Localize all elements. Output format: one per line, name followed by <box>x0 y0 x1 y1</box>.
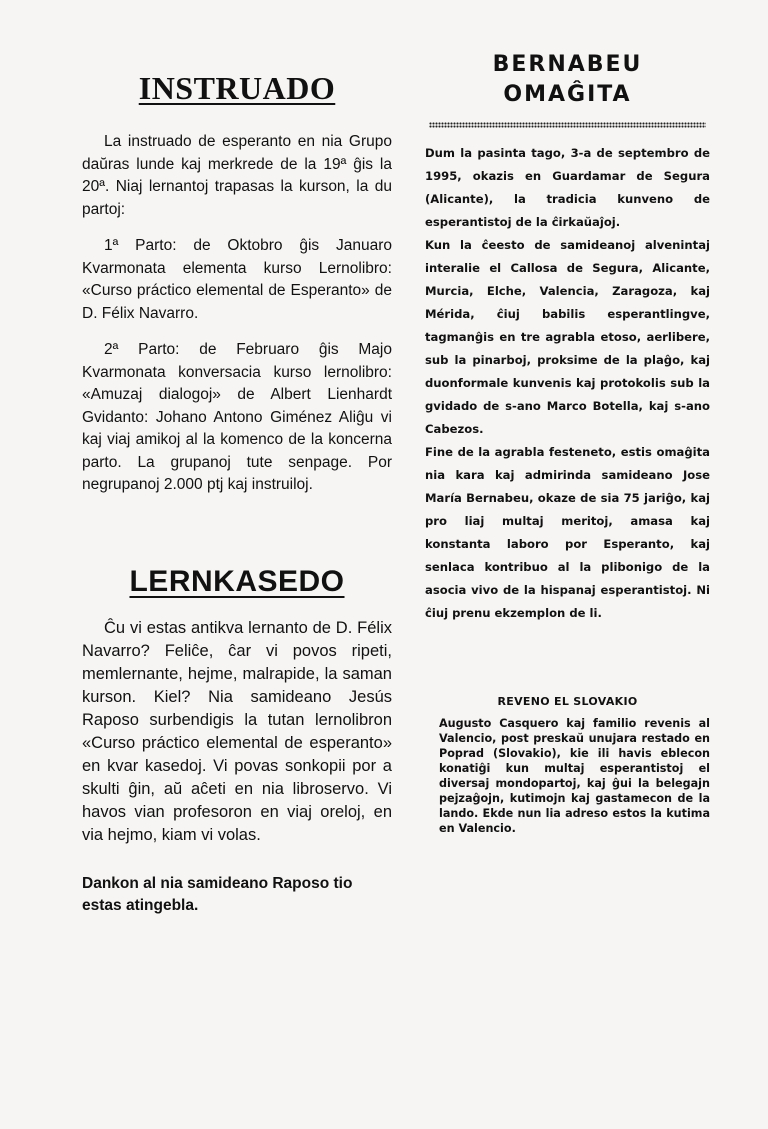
right-column <box>425 50 710 836</box>
left-column <box>82 58 392 932</box>
lernkasedo-paragraph: Ĉu vi estas antikva lernanto de D. Félix Navarro? Feliĉe, ĉar vi povos ripeti, memlernante, hejme, malrapide, la saman kurson. Kiel? Nia samideano Jesús Raposo surbendigis la tutan lernolibron «Curso práctico elemental de esperanto» en kvar kasedoj. Vi povas sonkopii por a skulti ĝin, aŭ aĉeti en nia libroservo. Vi havos vian profesoron en viaj oreloj, en via hejmo, kiam vi volas. <box>82 618 392 844</box>
instruado-paragraph-3: 2ª Parto: de Februaro ĝis Majo Kvarmonata konversacia kurso lernolibro: «Amuzaj dialogoj» de Albert Lienhardt Gvidanto: Johano Antono Giménez Aliĝu vi kaj viaj amikoj al la komenco de la koncerna parto. La grupanoj tute senpage. Por negrupanoj 2.000 ptj kaj instruiloj. <box>82 341 392 493</box>
bernabeu-title-line2: OMAĜITA <box>503 82 632 107</box>
slovakio-paragraph: Augusto Casquero kaj familio revenis al Valencio, post preskaŭ unujara restado en Poprad (Slovakio), kie ili havis eblecon konatiĝi kun multaj esperantistoj el diversaj mondopartoj, kaj ĝui la belegajn pejzaĝojn, kutimojn kaj gastamecon de la lando. Ekde nun lia adreso estos la kutima en Valencio. <box>439 717 710 835</box>
instruado-paragraph-2: 1ª Parto: de Oktobro ĝis Januaro Kvarmonata elementa kurso Lernolibro: «Curso práctico elemental de Esperanto» de D. Félix Navarro. <box>82 237 392 322</box>
bernabeu-paragraph-3: Fine de la agrabla festeneto, estis omaĝita nia kara kaj admirinda samideano Jose María Bernabeu, okaze de sia 75 jariĝo, kaj pro liaj multaj meritoj, amasa kaj konstanta laboro por Esperanto, kaj senlaca kontribuo al la plibonigo de la asocia vivo de la hispanaj esperantistoj. Ni ĉiuj prenu ekzemplon de li. <box>425 445 710 620</box>
instruado-paragraph-1: La instruado de esperanto en nia Grupo daŭras lunde kaj merkrede de la 19ª ĝis la 20ª. Niaj lernantoj trapasas la kurson, la du partoj: <box>82 133 392 218</box>
bernabeu-paragraph-1: Dum la pasinta tago, 3-a de septembro de 1995, okazis en Guardamar de Segura (Alicante), la tradicia kunveno de esperantistoj de la ĉirkaŭaĵoj. <box>425 146 710 229</box>
slovakio-title: REVENO EL SLOVAKIO <box>497 695 638 708</box>
instruado-title: INSTRUADO <box>138 70 336 106</box>
lernkasedo-thanks: Dankon al nia samideano Raposo tio estas atingebla. <box>82 874 353 914</box>
bernabeu-paragraph-2: Kun la ĉeesto de samideanoj alvenintaj interalie el Callosa de Segura, Alicante, Murcia, Elche, Valencia, Zaragoza, kaj Mérida, ĉiuj babilis esperantlingve, tagmanĝis en tre agrabla etoso, aerlibere, sub la pinarboj, proksime de la plaĝo, kaj duonformale kunvenis kaj protokolis sub la gvidado de s-ano Marco Botella, kaj s-ano Cabezos. <box>425 238 710 436</box>
dotted-divider <box>429 122 706 128</box>
lernkasedo-title: LERNKASEDO <box>129 564 345 598</box>
bernabeu-title-line1: BERNABEU <box>492 52 643 77</box>
